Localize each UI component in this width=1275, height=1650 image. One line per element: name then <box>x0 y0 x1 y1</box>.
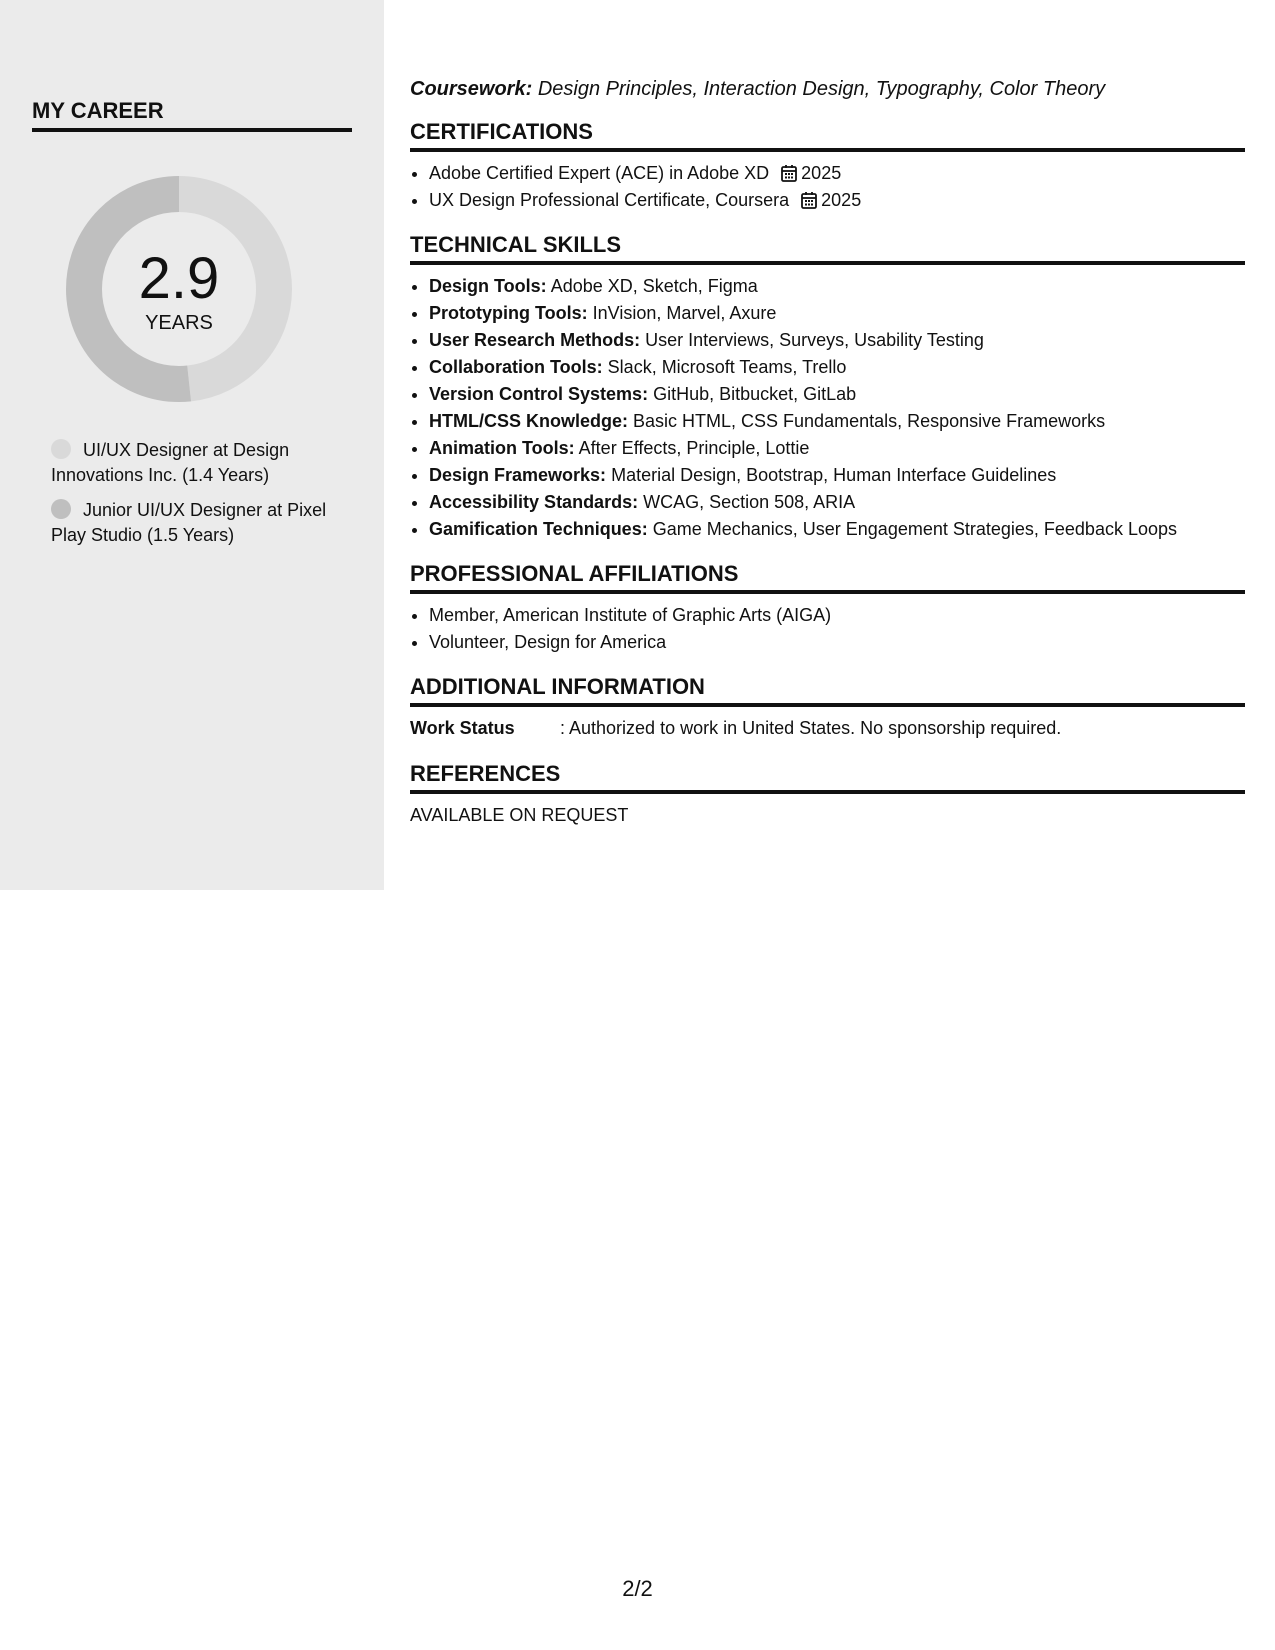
skill-value: User Interviews, Surveys, Usability Testing <box>645 330 984 350</box>
list-item <box>429 327 1245 354</box>
legend-label: UI/UX Designer at Design Innovations Inc. (1.4 Years) <box>51 440 290 485</box>
affiliations-list <box>410 602 1245 656</box>
page-number: 2/2 <box>622 1576 653 1601</box>
skill-label: Version Control Systems: <box>429 384 649 404</box>
certification-name: Adobe Certified Expert (ACE) in Adobe XD <box>429 163 770 183</box>
certifications-list <box>410 160 1245 214</box>
skill-label: User Research Methods: <box>429 330 641 350</box>
certification-year: 2025 <box>821 190 862 210</box>
list-item <box>429 408 1245 435</box>
skill-value: Adobe XD, Sketch, Figma <box>550 276 758 296</box>
list-item <box>429 435 1245 462</box>
skill-value: GitHub, Bitbucket, GitLab <box>653 384 857 404</box>
references-heading: REFERENCES <box>410 761 1245 794</box>
list-item: • Member, American Institute of Graphic Arts (AIGA) <box>429 602 1245 629</box>
total-years-value: 2.9 <box>138 246 220 311</box>
references-text: AVAILABLE ON REQUEST <box>410 805 629 825</box>
list-item: • Volunteer, Design for America <box>429 629 1245 656</box>
skill-value: InVision, Marvel, Axure <box>592 303 777 323</box>
certification-year: 2025 <box>801 163 842 183</box>
coursework-line <box>410 78 1245 101</box>
skill-label: HTML/CSS Knowledge: <box>429 411 628 431</box>
coursework-value: Design Principles, Interaction Design, Typography, Color Theory <box>537 78 1106 100</box>
calendar-icon <box>781 164 797 182</box>
certifications-heading: CERTIFICATIONS <box>410 119 1245 152</box>
main-content <box>410 78 1245 828</box>
additional-info-heading: ADDITIONAL INFORMATION <box>410 674 1245 707</box>
list-item <box>429 187 1245 214</box>
coursework-label: Coursework: <box>410 78 533 100</box>
legend-dot <box>51 499 71 519</box>
list-item <box>429 489 1245 516</box>
skill-label: Animation Tools: <box>429 438 575 458</box>
list-item <box>429 354 1245 381</box>
skill-label: Design Tools: <box>429 276 547 296</box>
legend-item <box>51 498 351 548</box>
legend-item <box>51 438 351 488</box>
skill-value: Basic HTML, CSS Fundamentals, Responsive Frameworks <box>633 411 1106 431</box>
certification-name: UX Design Professional Certificate, Coursera <box>429 190 790 210</box>
affiliations-heading: PROFESSIONAL AFFILIATIONS <box>410 561 1245 594</box>
skill-label: Collaboration Tools: <box>429 357 603 377</box>
career-legend <box>51 438 351 558</box>
work-status-label: Work Status <box>410 718 515 738</box>
list-item <box>429 160 1245 187</box>
skill-value: After Effects, Principle, Lottie <box>578 438 810 458</box>
skill-value: WCAG, Section 508, ARIA <box>643 492 856 512</box>
list-item <box>429 381 1245 408</box>
skill-label: Design Frameworks: <box>429 465 607 485</box>
skill-label: Gamification Techniques: <box>429 519 648 539</box>
career-heading: MY CAREER <box>32 98 352 132</box>
skill-value: Slack, Microsoft Teams, Trello <box>607 357 847 377</box>
skills-list <box>410 273 1245 543</box>
list-item <box>429 273 1245 300</box>
list-item <box>429 462 1245 489</box>
list-item <box>429 300 1245 327</box>
skill-label: Prototyping Tools: <box>429 303 588 323</box>
sidebar <box>0 0 384 890</box>
legend-label: Junior UI/UX Designer at Pixel Play Studio (1.5 Years) <box>51 500 327 545</box>
work-status-row <box>410 715 1245 741</box>
skill-value: Game Mechanics, User Engagement Strategies, Feedback Loops <box>652 519 1177 539</box>
calendar-icon <box>801 191 817 209</box>
work-status-value: : Authorized to work in United States. No sponsorship required. <box>560 718 1062 738</box>
technical-skills-heading: TECHNICAL SKILLS <box>410 232 1245 265</box>
skill-label: Accessibility Standards: <box>429 492 639 512</box>
total-years-unit: YEARS <box>145 312 213 334</box>
skill-value: Material Design, Bootstrap, Human Interface Guidelines <box>611 465 1057 485</box>
list-item <box>429 516 1245 543</box>
legend-dot <box>51 439 71 459</box>
